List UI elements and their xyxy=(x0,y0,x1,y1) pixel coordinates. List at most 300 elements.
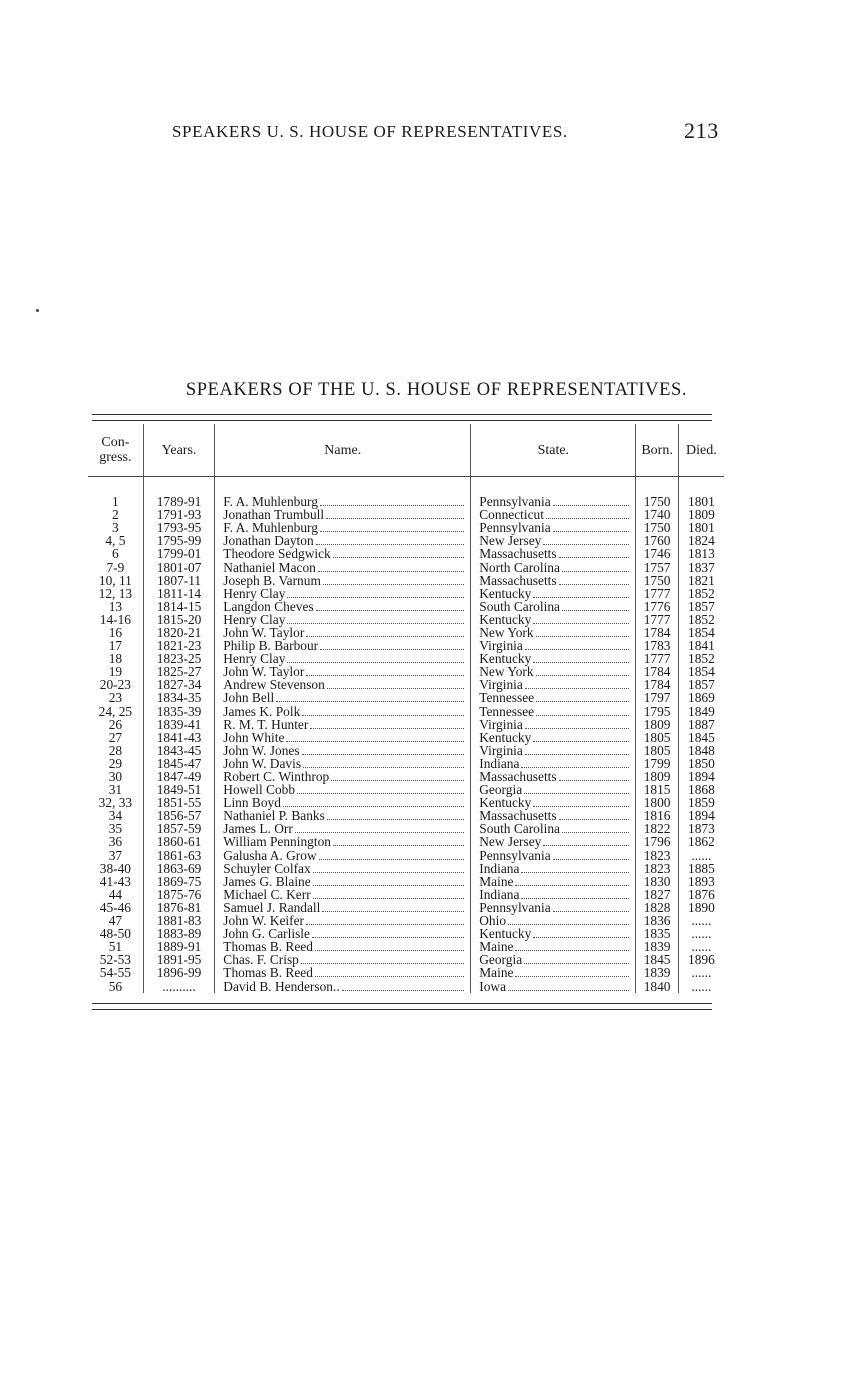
cell-died: ...... xyxy=(678,979,724,992)
cell-state-text: Kentucky xyxy=(479,611,532,627)
cell-years: 1889-91 xyxy=(143,940,215,953)
cell-died: 1852 xyxy=(678,652,724,665)
table-row xyxy=(88,796,724,809)
cell-born: 1845 xyxy=(636,953,678,966)
cell-state xyxy=(471,901,636,914)
cell-name-text: James L. Orr xyxy=(223,821,293,837)
table-row xyxy=(88,966,724,979)
cell-years: 1891-95 xyxy=(143,953,215,966)
table-row xyxy=(88,560,724,573)
cell-congress: 32, 33 xyxy=(98,795,133,811)
cell-born: 1757 xyxy=(636,560,678,573)
cell-congress: 28 xyxy=(108,742,123,758)
leader-dots xyxy=(533,614,629,624)
table-row xyxy=(88,783,724,796)
leader-dots xyxy=(342,981,465,991)
cell-name xyxy=(215,678,471,691)
cell-name xyxy=(215,613,471,626)
leader-dots xyxy=(313,889,465,899)
cell-state-text: Tennessee xyxy=(479,703,535,719)
cell-state xyxy=(471,587,636,600)
cell-name xyxy=(215,849,471,862)
cell-name-text: Andrew Stevenson xyxy=(223,677,325,693)
cell-years: 1807-11 xyxy=(143,574,215,587)
cell-born: 1796 xyxy=(636,835,678,848)
cell-born: 1839 xyxy=(636,940,678,953)
cell-name-text: David B. Henderson.. xyxy=(223,978,340,994)
cell-years: 1851-55 xyxy=(143,796,215,809)
cell-years: 1821-23 xyxy=(143,639,215,652)
cell-congress: 14-16 xyxy=(99,611,131,627)
leader-dots xyxy=(533,797,629,807)
cell-years: 1825-27 xyxy=(143,665,215,678)
cell-state xyxy=(471,835,636,848)
cell-state xyxy=(471,626,636,639)
cell-years: 1839-41 xyxy=(143,718,215,731)
cell-state-text: New York xyxy=(479,664,534,680)
cell-born: 1835 xyxy=(636,927,678,940)
cell-name xyxy=(215,822,471,835)
cell-born: 1777 xyxy=(636,652,678,665)
cell-congress: 26 xyxy=(108,716,123,732)
cell-name xyxy=(215,979,471,992)
leader-dots xyxy=(525,640,630,650)
cell-born: 1822 xyxy=(636,822,678,835)
leader-dots xyxy=(559,575,630,585)
table-row xyxy=(88,547,724,560)
cell-state-text: Kentucky xyxy=(479,926,532,942)
cell-congress: 31 xyxy=(108,782,123,798)
leader-dots xyxy=(559,810,630,820)
table-row xyxy=(88,587,724,600)
cell-congress: 6 xyxy=(112,546,119,562)
cell-state-text: South Carolina xyxy=(479,598,560,614)
cell-name-text: Philip B. Barbour xyxy=(223,638,319,654)
cell-years: 1791-93 xyxy=(143,508,215,521)
leader-dots xyxy=(536,666,630,676)
leader-dots xyxy=(521,863,629,873)
cell-name-text: Langdon Cheves xyxy=(223,598,314,614)
leader-dots xyxy=(553,522,630,532)
cell-state-text: North Carolina xyxy=(479,559,560,575)
cell-name xyxy=(215,600,471,613)
cell-name xyxy=(215,966,471,979)
leader-dots xyxy=(559,771,630,781)
leader-dots xyxy=(320,522,464,532)
cell-congress: 1 xyxy=(112,494,119,510)
cell-born: 1809 xyxy=(636,718,678,731)
cell-died: 1896 xyxy=(678,953,724,966)
cell-state-text: Pennsylvania xyxy=(479,847,551,863)
cell-state-text: Massachusetts xyxy=(479,769,557,785)
leader-dots xyxy=(562,601,629,611)
cell-name xyxy=(215,953,471,966)
leader-dots xyxy=(333,836,464,846)
cell-state-text: Virginia xyxy=(479,716,523,732)
cell-born: 1840 xyxy=(636,979,678,992)
cell-congress: 23 xyxy=(108,690,123,706)
cell-years: 1811-14 xyxy=(143,587,215,600)
cell-died: 1876 xyxy=(678,888,724,901)
cell-name-text: John W. Taylor xyxy=(223,664,305,680)
cell-state xyxy=(471,875,636,888)
cell-name-text: Chas. F. Crisp xyxy=(223,952,299,968)
table-row xyxy=(88,613,724,626)
col-header-congress-label: Con- gress. xyxy=(99,435,132,465)
table-row xyxy=(88,835,724,848)
cell-congress: 18 xyxy=(108,651,123,667)
cell-state-text: Virginia xyxy=(479,638,523,654)
leader-dots xyxy=(553,902,630,912)
speakers-table xyxy=(88,424,724,993)
cell-name xyxy=(215,888,471,901)
cell-name-text: Galusha A. Grow xyxy=(223,847,317,863)
cell-name xyxy=(215,783,471,796)
cell-died: 1813 xyxy=(678,547,724,560)
table-row xyxy=(88,534,724,547)
cell-years: 1801-07 xyxy=(143,560,215,573)
leader-dots xyxy=(306,915,464,925)
cell-name xyxy=(215,914,471,927)
cell-years: 1896-99 xyxy=(143,966,215,979)
cell-state-text: Pennsylvania xyxy=(479,899,551,915)
cell-state-text: Tennessee xyxy=(479,690,535,706)
cell-state xyxy=(471,600,636,613)
leader-dots xyxy=(521,758,629,768)
leader-dots xyxy=(302,745,465,755)
cell-name-text: John W. Davis xyxy=(223,755,302,771)
cell-years: 1814-15 xyxy=(143,600,215,613)
cell-years: 1861-63 xyxy=(143,849,215,862)
cell-name xyxy=(215,940,471,953)
leader-dots xyxy=(301,954,464,964)
cell-born: 1750 xyxy=(636,574,678,587)
cell-state-text: Virginia xyxy=(479,742,523,758)
cell-state xyxy=(471,966,636,979)
cell-years: 1793-95 xyxy=(143,521,215,534)
cell-state-text: Kentucky xyxy=(479,585,532,601)
leader-dots xyxy=(536,692,629,702)
cell-born: 1783 xyxy=(636,639,678,652)
cell-years: 1860-61 xyxy=(143,835,215,848)
cell-died: 1857 xyxy=(678,678,724,691)
cell-state xyxy=(471,534,636,547)
cell-state xyxy=(471,953,636,966)
leader-dots xyxy=(533,928,629,938)
cell-state xyxy=(471,652,636,665)
cell-state-text: Georgia xyxy=(479,952,523,968)
table-row xyxy=(88,600,724,613)
cell-born: 1784 xyxy=(636,678,678,691)
table-row xyxy=(88,770,724,783)
cell-died: 1850 xyxy=(678,757,724,770)
table-row xyxy=(88,862,724,875)
cell-name xyxy=(215,927,471,940)
cell-name-text: Thomas B. Reed xyxy=(223,965,313,981)
cell-years: 1856-57 xyxy=(143,809,215,822)
cell-died: 1854 xyxy=(678,665,724,678)
cell-name xyxy=(215,508,471,521)
table-row xyxy=(88,495,724,508)
cell-congress: 45-46 xyxy=(99,899,131,915)
cell-congress: 52-53 xyxy=(99,952,131,968)
cell-state-text: Massachusetts xyxy=(479,808,557,824)
cell-state-text: Maine xyxy=(479,965,514,981)
cell-congress: 38-40 xyxy=(99,860,131,876)
cell-died: 1801 xyxy=(678,495,724,508)
leader-dots xyxy=(524,954,629,964)
cell-name-text: Jonathan Trumbull xyxy=(223,507,325,523)
cell-died: ...... xyxy=(678,849,724,862)
cell-name-text: Howell Cobb xyxy=(223,782,296,798)
cell-state-text: Massachusetts xyxy=(479,572,557,588)
cell-died: ...... xyxy=(678,914,724,927)
leader-dots xyxy=(276,692,464,702)
leader-dots xyxy=(533,732,629,742)
table-row xyxy=(88,574,724,587)
cell-born: 1827 xyxy=(636,888,678,901)
cell-years: 1841-43 xyxy=(143,731,215,744)
header-spacer-row xyxy=(88,477,724,496)
cell-name xyxy=(215,626,471,639)
cell-name-text: James G. Blaine xyxy=(223,873,311,889)
cell-name-text: Jonathan Dayton xyxy=(223,533,314,549)
leader-dots xyxy=(315,967,464,977)
table-row xyxy=(88,757,724,770)
leader-dots xyxy=(313,863,465,873)
leader-dots xyxy=(543,836,629,846)
leader-dots xyxy=(303,758,464,768)
table-row xyxy=(88,822,724,835)
leader-dots xyxy=(320,496,464,506)
cell-name-text: Henry Clay xyxy=(223,651,286,667)
cell-name-text: Michael C. Kerr xyxy=(223,886,311,902)
cell-state xyxy=(471,940,636,953)
cell-name-text: John Bell xyxy=(223,690,275,706)
cell-years: 1875-76 xyxy=(143,888,215,901)
cell-died: 1885 xyxy=(678,862,724,875)
leader-dots xyxy=(312,928,464,938)
cell-born: 1815 xyxy=(636,783,678,796)
leader-dots xyxy=(533,588,629,598)
cell-state xyxy=(471,796,636,809)
cell-died: 1869 xyxy=(678,691,724,704)
leader-dots xyxy=(320,640,464,650)
cell-born: 1760 xyxy=(636,534,678,547)
leader-dots xyxy=(331,771,464,781)
running-head-title: SPEAKERS U. S. HOUSE OF REPRESENTATIVES. xyxy=(172,122,568,141)
cell-state xyxy=(471,574,636,587)
cell-name xyxy=(215,862,471,875)
table-row xyxy=(88,953,724,966)
cell-years: 1883-89 xyxy=(143,927,215,940)
cell-years: 1881-83 xyxy=(143,914,215,927)
cell-state-text: Maine xyxy=(479,873,514,889)
col-header-years: Years. xyxy=(143,424,215,477)
cell-state xyxy=(471,979,636,992)
cell-congress: 4, 5 xyxy=(105,533,126,549)
leader-dots xyxy=(562,823,629,833)
leader-dots xyxy=(286,732,464,742)
cell-died: 1821 xyxy=(678,574,724,587)
cell-congress: 7-9 xyxy=(106,559,125,575)
cell-name xyxy=(215,521,471,534)
cell-name xyxy=(215,547,471,560)
cell-state-text: New York xyxy=(479,624,534,640)
leader-dots xyxy=(327,810,464,820)
leader-dots xyxy=(546,509,629,519)
cell-years: 1835-39 xyxy=(143,705,215,718)
cell-state xyxy=(471,888,636,901)
cell-state xyxy=(471,770,636,783)
cell-name-text: John W. Keifer xyxy=(223,913,304,929)
cell-died: ...... xyxy=(678,966,724,979)
cell-died: 1809 xyxy=(678,508,724,521)
cell-died: 1801 xyxy=(678,521,724,534)
cell-born: 1839 xyxy=(636,966,678,979)
table-row xyxy=(88,678,724,691)
cell-state-text: Virginia xyxy=(479,677,523,693)
leader-dots xyxy=(559,548,630,558)
table-row xyxy=(88,940,724,953)
cell-congress: 56 xyxy=(108,978,123,994)
cell-died: 1859 xyxy=(678,796,724,809)
cell-years: 1843-45 xyxy=(143,744,215,757)
leader-dots xyxy=(313,876,465,886)
cell-born: 1784 xyxy=(636,626,678,639)
cell-died: 1857 xyxy=(678,600,724,613)
cell-died: 1890 xyxy=(678,901,724,914)
cell-state xyxy=(471,495,636,508)
cell-name-text: Theodore Sedgwick xyxy=(223,546,331,562)
cell-congress: 51 xyxy=(108,939,123,955)
cell-congress: 29 xyxy=(108,755,123,771)
cell-years: 1820-21 xyxy=(143,626,215,639)
leader-dots xyxy=(508,915,629,925)
cell-born: 1750 xyxy=(636,521,678,534)
cell-years: 1869-75 xyxy=(143,875,215,888)
col-header-born: Born. xyxy=(636,424,678,477)
cell-years: 1815-20 xyxy=(143,613,215,626)
table-row xyxy=(88,639,724,652)
cell-state-text: New Jersey xyxy=(479,533,542,549)
cell-born: 1823 xyxy=(636,862,678,875)
cell-died: 1894 xyxy=(678,770,724,783)
cell-died: 1893 xyxy=(678,875,724,888)
leader-dots xyxy=(553,496,630,506)
cell-name-text: Thomas B. Reed xyxy=(223,939,313,955)
table-row xyxy=(88,718,724,731)
cell-name xyxy=(215,534,471,547)
table-row xyxy=(88,914,724,927)
table-row xyxy=(88,809,724,822)
cell-state-text: Kentucky xyxy=(479,651,532,667)
leader-dots xyxy=(326,509,464,519)
cell-died: 1854 xyxy=(678,626,724,639)
cell-name xyxy=(215,757,471,770)
cell-name-text: James K. Polk xyxy=(223,703,301,719)
cell-name xyxy=(215,560,471,573)
table-body xyxy=(88,477,724,993)
cell-name-text: F. A. Muhlenburg xyxy=(223,520,318,536)
table-row xyxy=(88,979,724,992)
cell-born: 1777 xyxy=(636,587,678,600)
cell-born: 1799 xyxy=(636,757,678,770)
leader-dots xyxy=(508,981,629,991)
cell-state xyxy=(471,718,636,731)
cell-died: 1841 xyxy=(678,639,724,652)
cell-state xyxy=(471,678,636,691)
cell-state xyxy=(471,862,636,875)
cell-name-text: John W. Jones xyxy=(223,742,300,758)
leader-dots xyxy=(536,627,630,637)
cell-born: 1805 xyxy=(636,731,678,744)
leader-dots xyxy=(521,889,629,899)
cell-state xyxy=(471,560,636,573)
leader-dots xyxy=(322,902,464,912)
cell-died: 1894 xyxy=(678,809,724,822)
leader-dots xyxy=(297,784,464,794)
leader-dots xyxy=(318,562,464,572)
table-row xyxy=(88,744,724,757)
cell-born: 1805 xyxy=(636,744,678,757)
table-row xyxy=(88,927,724,940)
cell-congress: 44 xyxy=(108,886,123,902)
cell-years: 1876-81 xyxy=(143,901,215,914)
cell-name-text: Samuel J. Randall xyxy=(223,899,321,915)
cell-state xyxy=(471,508,636,521)
cell-name xyxy=(215,495,471,508)
cell-state xyxy=(471,914,636,927)
leader-dots xyxy=(287,653,464,663)
cell-born: 1800 xyxy=(636,796,678,809)
cell-name xyxy=(215,731,471,744)
cell-died: 1852 xyxy=(678,587,724,600)
cell-born: 1795 xyxy=(636,705,678,718)
cell-name xyxy=(215,587,471,600)
cell-congress: 10, 11 xyxy=(98,572,132,588)
leader-dots xyxy=(283,797,464,807)
leader-dots xyxy=(310,719,464,729)
cell-state-text: Kentucky xyxy=(479,795,532,811)
margin-speck xyxy=(36,309,39,312)
leader-dots xyxy=(323,575,464,585)
cell-congress: 19 xyxy=(108,664,123,680)
cell-state xyxy=(471,822,636,835)
cell-name-text: John G. Carlisle xyxy=(223,926,310,942)
cell-name xyxy=(215,901,471,914)
cell-years: 1795-99 xyxy=(143,534,215,547)
cell-name-text: R. M. T. Hunter xyxy=(223,716,309,732)
cell-years: .......... xyxy=(143,979,215,992)
cell-state-text: South Carolina xyxy=(479,821,560,837)
col-header-congress xyxy=(88,424,143,477)
cell-state xyxy=(471,809,636,822)
cell-name-text: Henry Clay xyxy=(223,585,286,601)
cell-born: 1740 xyxy=(636,508,678,521)
col-header-state: State. xyxy=(471,424,636,477)
cell-congress: 35 xyxy=(108,821,123,837)
cell-name-text: Henry Clay xyxy=(223,611,286,627)
cell-name xyxy=(215,770,471,783)
cell-name xyxy=(215,639,471,652)
leader-dots xyxy=(316,601,465,611)
leader-dots xyxy=(515,967,629,977)
leader-dots xyxy=(319,850,465,860)
table-row xyxy=(88,731,724,744)
cell-congress: 17 xyxy=(108,638,123,654)
cell-state xyxy=(471,547,636,560)
